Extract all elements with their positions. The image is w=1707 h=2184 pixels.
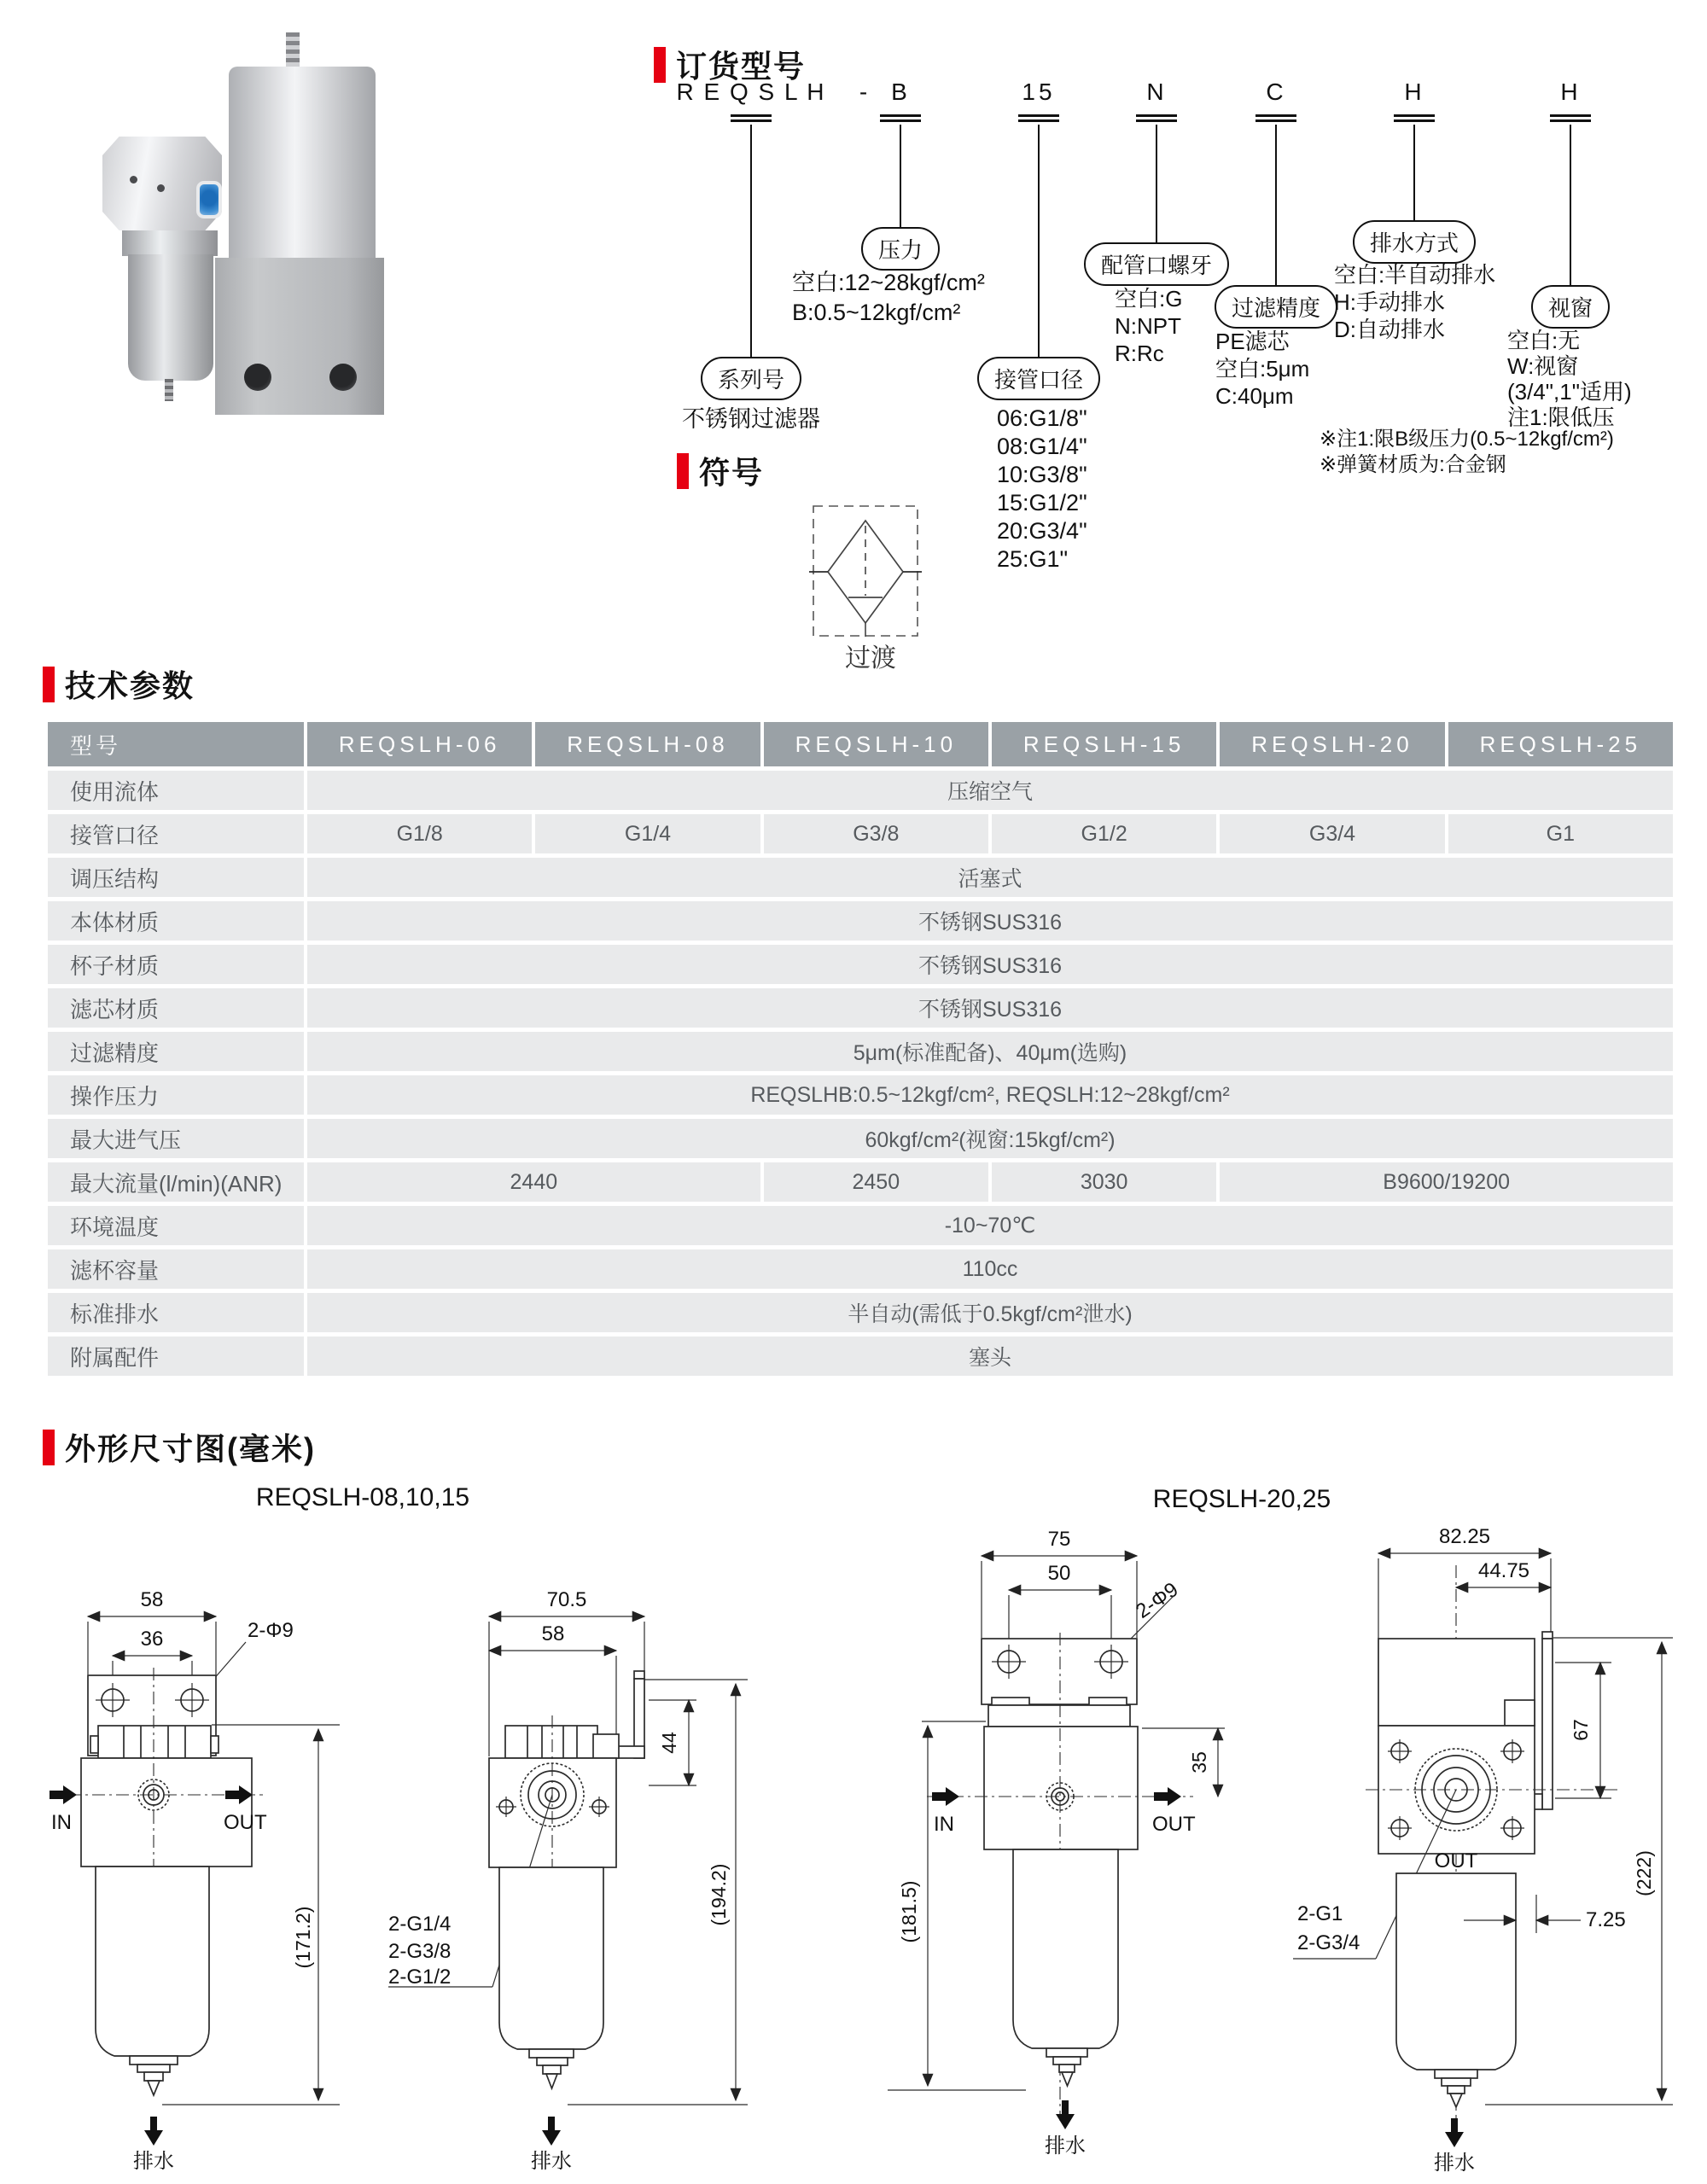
red-bar-icon: [43, 1430, 55, 1465]
red-bar-icon: [654, 47, 666, 83]
branch-detail-line: B:0.5~12kgf/cm²: [792, 300, 961, 325]
in-arrow-icon: [50, 1785, 77, 1804]
branch-bubble: 压力: [861, 227, 940, 271]
branch-detail-line: C:40μm: [1215, 383, 1294, 409]
out-arrow-icon: [1154, 1787, 1181, 1806]
spec-value-cell: 塞头: [307, 1337, 1673, 1376]
spec-row-label: 附属配件: [48, 1337, 304, 1376]
spec-model-header: REQSLH-08: [535, 722, 760, 766]
spec-row-label: 滤芯材质: [48, 988, 304, 1028]
spec-row-label: 调压结构: [48, 858, 304, 897]
photo-small-filter-bowl: [128, 254, 213, 381]
branch-bubble: 过滤精度: [1215, 285, 1337, 329]
symbol-caption: 过渡: [845, 644, 896, 673]
code-letter: C: [1266, 79, 1286, 105]
dim-label: 58: [140, 1588, 164, 1611]
port-label: 2-G1: [1297, 1902, 1343, 1925]
spec-value-cell: 不锈钢SUS316: [307, 945, 1673, 984]
branch-bubble: 排水方式: [1353, 220, 1476, 264]
port-label: 2-G3/8: [388, 1940, 452, 1963]
spec-row: [48, 945, 1673, 984]
product-photos: [68, 26, 410, 427]
branch-details: [682, 405, 820, 434]
code-letter: R E Q S L H: [676, 79, 826, 105]
photo-small-filter-collar: [122, 230, 218, 256]
branch-detail-line: 不锈钢过滤器: [682, 406, 820, 432]
dim-label-height: (222): [1633, 1850, 1655, 1896]
dim-label: 70.5: [546, 1588, 587, 1611]
code-tick-icon: [1136, 114, 1177, 122]
photo-large-filter-cylinder: [229, 67, 376, 261]
code-letter: N: [1146, 79, 1167, 105]
branch-line: [1038, 125, 1040, 357]
dim-label-height: (171.2): [292, 1906, 314, 1969]
spec-value-cell: 活塞式: [307, 858, 1673, 897]
drain-arrow-icon: [144, 2117, 163, 2146]
spec-value-cell: G1/4: [535, 814, 760, 853]
code-tick-icon: [731, 114, 772, 122]
branch-bubble: 视窗: [1531, 285, 1610, 329]
section-header-symbol: [677, 449, 764, 492]
code-tick-icon: [1550, 114, 1591, 122]
spec-model-header: REQSLH-25: [1448, 722, 1673, 766]
dim-label-height: (181.5): [898, 1880, 920, 1943]
drain-label: 排水: [133, 2150, 174, 2173]
out-label: OUT: [224, 1811, 267, 1834]
dim-label: 58: [541, 1622, 565, 1645]
photo-drain-pin: [165, 379, 173, 401]
photo-large-filter-fitting: [286, 32, 300, 68]
spec-value-cell: 2440: [307, 1162, 760, 1202]
spec-value-cell: G1: [1448, 814, 1673, 853]
branch-line: [1570, 125, 1571, 285]
section-header-dimensions: [43, 1425, 316, 1469]
flange-out-label: OUT: [1434, 1849, 1478, 1872]
spec-row: [48, 1206, 1673, 1245]
spec-value-cell: REQSLHB:0.5~12kgf/cm², REQSLH:12~28kgf/cm²: [307, 1075, 1673, 1115]
branch-detail-line: 15:G1/2": [997, 490, 1087, 515]
spec-row: [48, 814, 1673, 853]
spec-value-cell: B9600/19200: [1220, 1162, 1673, 1202]
spec-row: [48, 901, 1673, 941]
red-bar-icon: [677, 453, 689, 489]
spec-model-header: REQSLH-15: [992, 722, 1216, 766]
branch-detail-line: (3/4",1"适用): [1507, 379, 1632, 405]
branch-line: [1156, 125, 1157, 242]
spec-row-label: 标准排水: [48, 1293, 304, 1332]
branch-detail-line: 空白:G: [1115, 286, 1183, 312]
branch-detail-line: 空白:5μm: [1215, 356, 1310, 381]
photo-block-hole: [244, 364, 271, 391]
spec-row: [48, 1249, 1673, 1289]
drawing-group-title-left: REQSLH-08,10,15: [255, 1483, 470, 1511]
spec-row-label: 最大进气压: [48, 1119, 304, 1158]
spec-row: [48, 858, 1673, 897]
spec-value-cell: G1/2: [992, 814, 1216, 853]
branch-detail-line: 注1:限低压: [1507, 405, 1615, 430]
in-arrow-icon: [932, 1787, 959, 1806]
spec-row: [48, 1162, 1673, 1202]
in-label: IN: [934, 1813, 954, 1836]
drain-label: 排水: [1434, 2152, 1475, 2175]
drawing-group-title-right: REQSLH-20,25: [1152, 1485, 1331, 1513]
branch-detail-line: H:手动排水: [1334, 289, 1446, 315]
photo-blue-port: [196, 181, 222, 218]
branch-details: [1507, 328, 1632, 430]
spec-header-row: [48, 722, 1673, 766]
port-label: 2-G3/4: [1297, 1931, 1360, 1954]
section-title-symbol: 符号: [699, 455, 765, 490]
branch-details: [792, 268, 985, 328]
drain-arrow-icon: [542, 2117, 561, 2146]
dim-label-body: 35: [1188, 1751, 1210, 1773]
branch-detail-line: W:视窗: [1507, 353, 1579, 379]
dim-label-holes: 2-Φ9: [1131, 1577, 1183, 1623]
spec-row-label: 过滤精度: [48, 1032, 304, 1071]
filter-symbol-icon: [809, 502, 922, 642]
dim-label-height: (194.2): [708, 1863, 730, 1926]
spec-row: [48, 771, 1673, 810]
photo-cap-hole: [130, 176, 137, 183]
spec-model-header: REQSLH-06: [307, 722, 532, 766]
spec-value-cell: 60kgf/cm²(视窗:15kgf/cm²): [307, 1119, 1673, 1158]
spec-value-cell: G1/8: [307, 814, 532, 853]
spec-row: [48, 1075, 1673, 1115]
code-tick-icon: [1018, 114, 1059, 122]
section-header-specs: [43, 662, 195, 706]
branch-detail-line: PE滤芯: [1215, 329, 1290, 354]
branch-detail-line: 空白:半自动排水: [1334, 262, 1496, 288]
port-label: 2-G1/4: [388, 1913, 452, 1936]
spec-row-label: 使用流体: [48, 771, 304, 810]
branch-detail-line: 08:G1/4": [997, 434, 1087, 459]
branch-bubble: 配管口螺牙: [1084, 242, 1229, 286]
code-letter: 15: [1022, 79, 1056, 105]
branch-detail-line: 空白:无: [1507, 328, 1581, 353]
spec-row-label: 环境温度: [48, 1206, 304, 1245]
spec-row-label: 接管口径: [48, 814, 304, 853]
dim-label: 82.25: [1438, 1525, 1491, 1548]
code-tick-icon: [1394, 114, 1435, 122]
drawing-left-side-view: [367, 1579, 785, 2176]
drain-label: 排水: [1045, 2134, 1086, 2158]
branch-detail-line: 06:G1/8": [997, 405, 1087, 431]
spec-value-cell: 2450: [764, 1162, 988, 1202]
photo-manifold-block: [215, 258, 384, 415]
spec-value-cell: G3/4: [1220, 814, 1444, 853]
spec-table: [44, 718, 1676, 1380]
drawing-left-front-view: [43, 1579, 401, 2176]
spec-row-label: 杯子材质: [48, 945, 304, 984]
branch-line: [1413, 125, 1415, 220]
branch-details: [1215, 328, 1309, 410]
code-letter: H: [1404, 79, 1424, 105]
dim-label-offset: 7.25: [1586, 1908, 1626, 1931]
port-label: 2-G1/2: [388, 1966, 452, 1989]
branch-detail-line: 空白:12~28kgf/cm²: [792, 270, 985, 295]
branch-details: [997, 405, 1087, 574]
in-label: IN: [51, 1811, 72, 1834]
branch-details: [1334, 261, 1495, 343]
branch-detail-line: D:自动排水: [1334, 317, 1446, 342]
note-line: ※弹簧材质为:合金钢: [1320, 453, 1506, 476]
branch-detail-line: 10:G3/8": [997, 462, 1087, 487]
spec-row-label: 本体材质: [48, 901, 304, 941]
drawing-right-side-view: [1280, 1525, 1707, 2176]
ordering-notes: [1320, 427, 1614, 478]
spec-value-cell: -10~70℃: [307, 1206, 1673, 1245]
branch-line: [900, 125, 901, 227]
dim-label: 50: [1047, 1562, 1071, 1585]
spec-value-cell: 3030: [992, 1162, 1216, 1202]
out-label: OUT: [1152, 1813, 1196, 1836]
spec-row-label: 操作压力: [48, 1075, 304, 1115]
section-title-specs: 技术参数: [65, 668, 195, 703]
code-letter: H: [1560, 79, 1581, 105]
spec-row: [48, 1032, 1673, 1071]
branch-line: [1275, 125, 1277, 285]
code-tick-icon: [880, 114, 921, 122]
section-title-dimensions: 外形尺寸图(毫米): [65, 1431, 316, 1466]
red-bar-icon: [43, 667, 55, 702]
photo-cap-hole: [157, 184, 165, 192]
spec-table-body: [48, 771, 1673, 1376]
branch-detail-line: R:Rc: [1115, 341, 1164, 366]
photo-block-hole: [329, 364, 357, 391]
dim-label: 75: [1047, 1528, 1071, 1551]
spec-value-cell: 压缩空气: [307, 771, 1673, 810]
branch-detail-line: 20:G3/4": [997, 518, 1087, 544]
spec-value-cell: 110cc: [307, 1249, 1673, 1289]
branch-details: [1115, 285, 1182, 367]
dim-label: 44.75: [1477, 1559, 1530, 1582]
spec-value-cell: 不锈钢SUS316: [307, 988, 1673, 1028]
spec-row-label: 最大流量(l/min)(ANR): [48, 1162, 304, 1202]
section-title-ordering: 订货型号: [676, 49, 807, 84]
dim-label-bracket: 67: [1570, 1719, 1592, 1741]
spec-row: [48, 1293, 1673, 1332]
branch-line: [750, 125, 752, 357]
spec-value-cell: 半自动(需低于0.5kgf/cm²泄水): [307, 1293, 1673, 1332]
spec-row: [48, 988, 1673, 1028]
drain-label: 排水: [531, 2150, 572, 2173]
branch-detail-line: 25:G1": [997, 546, 1069, 572]
spec-value-cell: 不锈钢SUS316: [307, 901, 1673, 941]
spec-row: [48, 1119, 1673, 1158]
dim-label: 36: [140, 1628, 164, 1651]
drain-arrow-icon: [1445, 2118, 1464, 2147]
spec-value-cell: 5μm(标准配备)、40μm(选购): [307, 1032, 1673, 1071]
dim-label-bracket: 44: [658, 1732, 680, 1754]
spec-corner-header: 型号: [48, 722, 304, 766]
code-dash: -: [859, 79, 871, 105]
drawing-right-front-view: [888, 1523, 1349, 2159]
spec-table-head: [48, 722, 1673, 766]
dim-label-holes: 2-Φ9: [248, 1619, 294, 1642]
spec-row: [48, 1337, 1673, 1376]
branch-bubble: 接管口径: [977, 357, 1100, 400]
spec-model-header: REQSLH-10: [764, 722, 988, 766]
drain-arrow-icon: [1056, 2100, 1075, 2129]
branch-detail-line: N:NPT: [1115, 313, 1181, 339]
branch-bubble: 系列号: [701, 357, 801, 400]
code-letter: B: [891, 79, 910, 105]
code-tick-icon: [1255, 114, 1296, 122]
spec-value-cell: G3/8: [764, 814, 988, 853]
spec-row-label: 滤杯容量: [48, 1249, 304, 1289]
note-line: ※注1:限B级压力(0.5~12kgf/cm²): [1320, 428, 1614, 451]
spec-model-header: REQSLH-20: [1220, 722, 1444, 766]
